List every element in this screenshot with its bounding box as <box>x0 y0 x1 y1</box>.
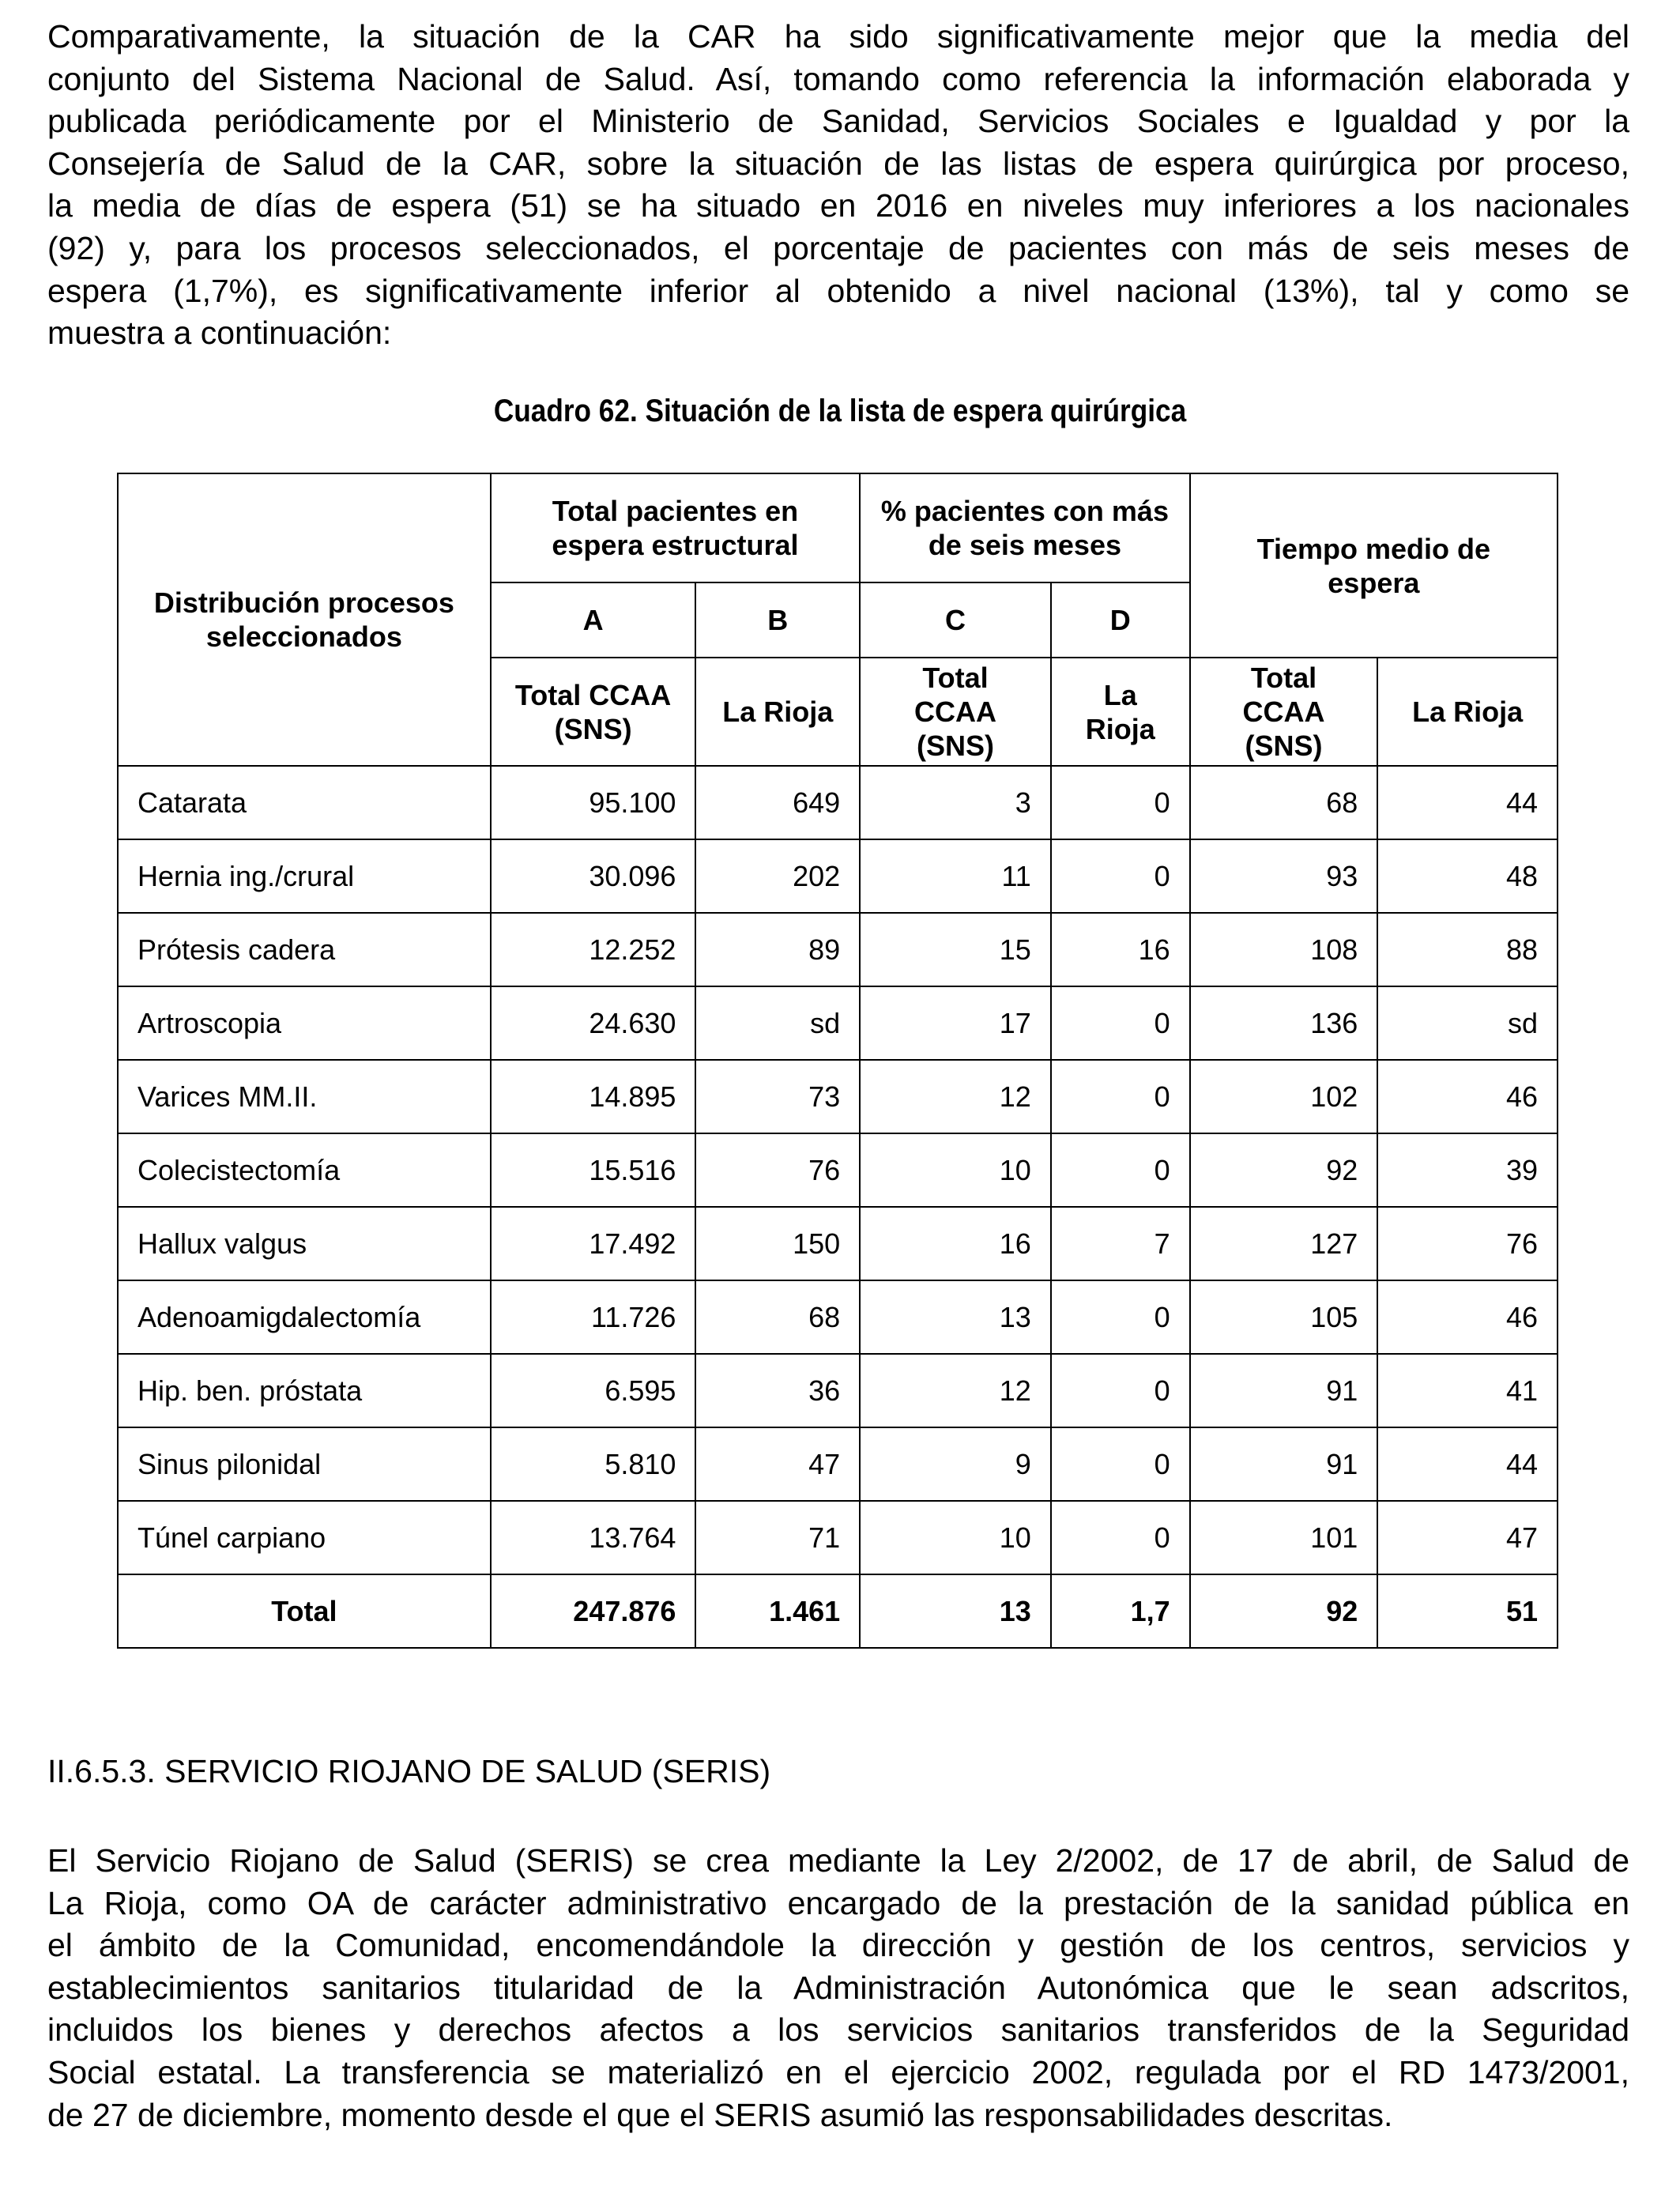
cell-time-rioja: 76 <box>1377 1207 1558 1280</box>
cell-c: 12 <box>860 1354 1051 1427</box>
cell-c: 9 <box>860 1427 1051 1501</box>
table-row <box>118 1207 1558 1280</box>
cell-b: 36 <box>695 1354 860 1427</box>
body-line: La Rioja, como OA de carácter administrativo encargado de la prestación de la sanidad pública en <box>47 1884 1629 1921</box>
intro-line: espera (1,7%), es significativamente inferior al obtenido a nivel nacional (13%), tal y como se <box>47 272 1629 309</box>
cell-d: 16 <box>1051 913 1190 986</box>
cell-time-rioja: 41 <box>1377 1354 1558 1427</box>
cell-c: 17 <box>860 986 1051 1060</box>
table-row <box>118 766 1558 839</box>
intro-line: la media de días de espera (51) se ha situado en 2016 en niveles muy inferiores a los nacionales <box>47 187 1629 224</box>
intro-line: Consejería de Salud de la CAR, sobre la situación de las listas de espera quirúrgica por proceso, <box>47 145 1629 182</box>
table-row <box>118 1280 1558 1354</box>
cell-a: 30.096 <box>491 839 696 913</box>
table-row <box>118 1427 1558 1501</box>
cell-process: Artroscopia <box>118 986 491 1060</box>
intro-line: Comparativamente, la situación de la CAR ha sido significativamente mejor que la media del <box>47 18 1629 55</box>
cell-time-sns: 105 <box>1190 1280 1378 1354</box>
cell-c: 3 <box>860 766 1051 839</box>
cell-process: Túnel carpiano <box>118 1501 491 1574</box>
body-line: establecimientos sanitarios titularidad de la Administración Autonómica que le sean adscritos, <box>47 1969 1629 2006</box>
header-sub-total-ccaa: Total CCAA (SNS) <box>860 658 1051 766</box>
header-letter-b: B <box>695 582 860 658</box>
intro-line: publicada periódicamente por el Ministerio de Sanidad, Servicios Sociales e Igualdad y por la <box>47 103 1629 140</box>
cell-time-sns: 92 <box>1190 1574 1378 1648</box>
cell-process: Colecistectomía <box>118 1133 491 1207</box>
cell-time-rioja: 39 <box>1377 1133 1558 1207</box>
intro-paragraph <box>47 16 1629 355</box>
header-letter-c: C <box>860 582 1051 658</box>
cell-c: 13 <box>860 1280 1051 1354</box>
cell-c: 16 <box>860 1207 1051 1280</box>
cell-process: Varices MM.II. <box>118 1060 491 1133</box>
header-group-pct: % pacientes con más de seis meses <box>860 473 1189 582</box>
header-sub-rioja: La Rioja <box>1051 658 1190 766</box>
cell-time-rioja: 88 <box>1377 913 1558 986</box>
cell-time-sns: 91 <box>1190 1354 1378 1427</box>
waiting-list-table <box>117 473 1558 1649</box>
body-line: Social estatal. La transferencia se materializó en el ejercicio 2002, regulada por el RD 1473/2001, <box>47 2053 1629 2090</box>
cell-b: 1.461 <box>695 1574 860 1648</box>
header-group-time: Tiempo medio de espera <box>1190 473 1558 658</box>
cell-time-rioja: 47 <box>1377 1501 1558 1574</box>
cell-b: 47 <box>695 1427 860 1501</box>
table-row <box>118 1354 1558 1427</box>
cell-b: 150 <box>695 1207 860 1280</box>
cell-c: 13 <box>860 1574 1051 1648</box>
cell-time-sns: 93 <box>1190 839 1378 913</box>
cell-c: 15 <box>860 913 1051 986</box>
cell-d: 0 <box>1051 1133 1190 1207</box>
cell-c: 11 <box>860 839 1051 913</box>
cell-time-sns: 108 <box>1190 913 1378 986</box>
cell-time-sns: 101 <box>1190 1501 1378 1574</box>
cell-process: Adenoamigdalectomía <box>118 1280 491 1354</box>
cell-d: 0 <box>1051 1427 1190 1501</box>
intro-line: (92) y, para los procesos seleccionados, el porcentaje de pacientes con más de seis meses de <box>47 229 1629 266</box>
header-group-total: Total pacientes en espera estructural <box>491 473 860 582</box>
header-sub-rioja: La Rioja <box>695 658 860 766</box>
cell-a: 17.492 <box>491 1207 696 1280</box>
cell-a: 14.895 <box>491 1060 696 1133</box>
intro-line: muestra a continuación: <box>47 315 392 352</box>
cell-a: 247.876 <box>491 1574 696 1648</box>
cell-time-sns: 136 <box>1190 986 1378 1060</box>
cell-c: 10 <box>860 1501 1051 1574</box>
table-row <box>118 1133 1558 1207</box>
cell-time-rioja: 51 <box>1377 1574 1558 1648</box>
cell-d: 7 <box>1051 1207 1190 1280</box>
cell-time-rioja: sd <box>1377 986 1558 1060</box>
table-row <box>118 986 1558 1060</box>
cell-a: 6.595 <box>491 1354 696 1427</box>
cell-time-sns: 127 <box>1190 1207 1378 1280</box>
cell-process: Hernia ing./crural <box>118 839 491 913</box>
cell-d: 0 <box>1051 1060 1190 1133</box>
cell-d: 0 <box>1051 839 1190 913</box>
cell-a: 11.726 <box>491 1280 696 1354</box>
cell-b: 68 <box>695 1280 860 1354</box>
body-line: El Servicio Riojano de Salud (SERIS) se crea mediante la Ley 2/2002, de 17 de abril, de Salud de <box>47 1842 1629 1879</box>
cell-b: sd <box>695 986 860 1060</box>
cell-process: Hallux valgus <box>118 1207 491 1280</box>
cell-c: 12 <box>860 1060 1051 1133</box>
cell-time-rioja: 44 <box>1377 1427 1558 1501</box>
cell-d: 0 <box>1051 766 1190 839</box>
body-line: incluidos los bienes y derechos afectos a los servicios sanitarios transferidos de la Seguridad <box>47 2011 1629 2049</box>
cell-b: 649 <box>695 766 860 839</box>
cell-time-rioja: 46 <box>1377 1280 1558 1354</box>
header-sub-rioja: La Rioja <box>1377 658 1558 766</box>
cell-b: 202 <box>695 839 860 913</box>
table-row <box>118 913 1558 986</box>
body-line: el ámbito de la Comunidad, encomendándole la dirección y gestión de los centros, servicios y <box>47 1927 1629 1964</box>
cell-time-sns: 102 <box>1190 1060 1378 1133</box>
cell-d: 1,7 <box>1051 1574 1190 1648</box>
cell-time-sns: 68 <box>1190 766 1378 839</box>
cell-time-rioja: 44 <box>1377 766 1558 839</box>
header-letter-a: A <box>491 582 696 658</box>
cell-d: 0 <box>1051 1280 1190 1354</box>
header-sub-total-ccaa: Total CCAA (SNS) <box>491 658 696 766</box>
cell-time-sns: 92 <box>1190 1133 1378 1207</box>
header-process: Distribución procesos seleccionados <box>118 473 491 766</box>
cell-a: 15.516 <box>491 1133 696 1207</box>
cell-a: 95.100 <box>491 766 696 839</box>
cell-d: 0 <box>1051 986 1190 1060</box>
cell-a: 12.252 <box>491 913 696 986</box>
cell-process: Catarata <box>118 766 491 839</box>
cell-c: 10 <box>860 1133 1051 1207</box>
cell-time-sns: 91 <box>1190 1427 1378 1501</box>
cell-process: Total <box>118 1574 491 1648</box>
table-caption: Cuadro 62. Situación de la lista de espera quirúrgica <box>493 394 1187 428</box>
table-row <box>118 1501 1558 1574</box>
cell-a: 24.630 <box>491 986 696 1060</box>
cell-b: 71 <box>695 1501 860 1574</box>
cell-d: 0 <box>1051 1354 1190 1427</box>
cell-b: 76 <box>695 1133 860 1207</box>
cell-process: Sinus pilonidal <box>118 1427 491 1501</box>
cell-time-rioja: 46 <box>1377 1060 1558 1133</box>
cell-d: 0 <box>1051 1501 1190 1574</box>
header-sub-total-ccaa: Total CCAA (SNS) <box>1190 658 1378 766</box>
table-row <box>118 839 1558 913</box>
cell-process: Prótesis cadera <box>118 913 491 986</box>
body-paragraph <box>47 1840 1629 2136</box>
cell-a: 13.764 <box>491 1501 696 1574</box>
cell-a: 5.810 <box>491 1427 696 1501</box>
section-heading: II.6.5.3. SERVICIO RIOJANO DE SALUD (SERIS) <box>47 1753 771 1789</box>
table-total-row <box>118 1574 1558 1648</box>
header-letter-d: D <box>1051 582 1190 658</box>
table-row <box>118 1060 1558 1133</box>
body-line: de 27 de diciembre, momento desde el que el SERIS asumió las responsabilidades descritas. <box>47 2096 1393 2133</box>
cell-time-rioja: 48 <box>1377 839 1558 913</box>
intro-line: conjunto del Sistema Nacional de Salud. Así, tomando como referencia la información elaborada y <box>47 60 1629 97</box>
cell-b: 73 <box>695 1060 860 1133</box>
cell-process: Hip. ben. próstata <box>118 1354 491 1427</box>
cell-b: 89 <box>695 913 860 986</box>
